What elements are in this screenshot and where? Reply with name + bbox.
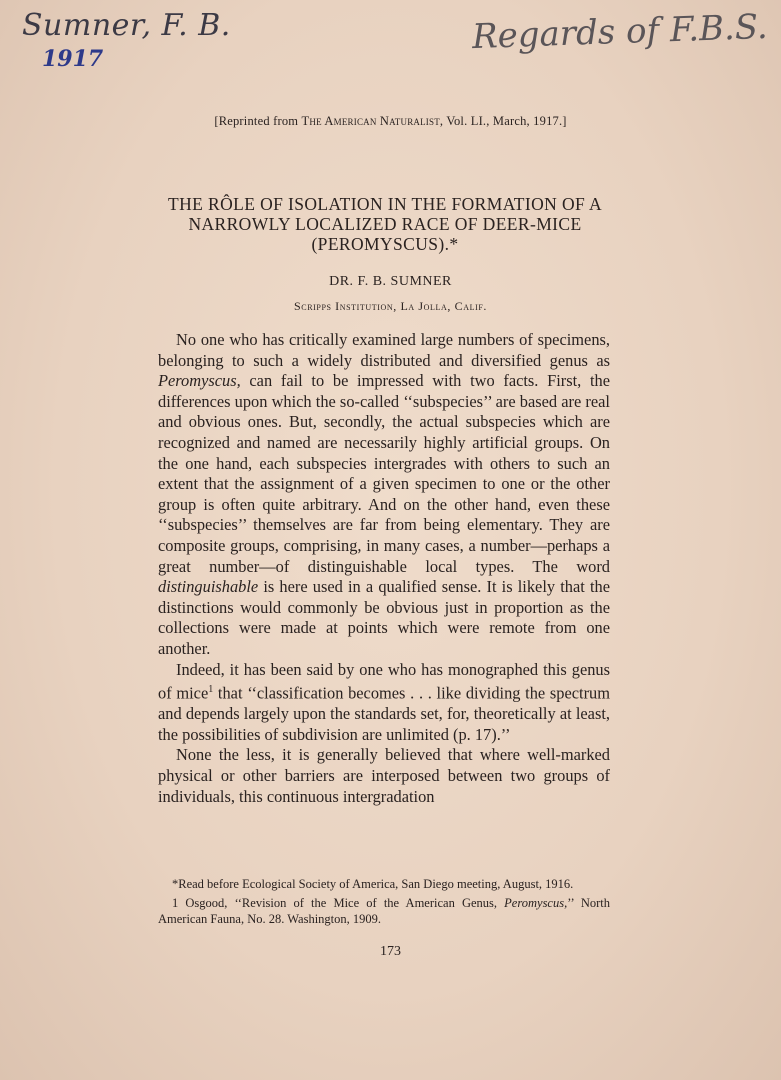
article-title: THE RÔLE OF ISOLATION IN THE FORMATION OF A NARROWLY LOCALIZED RACE OF DEER-MICE (PEROMYSCUS).* xyxy=(168,194,602,254)
article-body xyxy=(158,330,610,807)
author-affiliation: Scripps Institution, La Jolla, Calif. xyxy=(294,299,487,313)
footnote-marker: 1 xyxy=(208,684,214,696)
footnote-1: *Read before Ecological Society of America, San Diego meeting, August, 1916. xyxy=(172,877,574,891)
body-text: None the less, it is generally believed that where well-marked physical or other barriers are interposed between two groups of individuals, this continuous intergradation xyxy=(158,745,610,806)
genus-name: Peromyscus, xyxy=(504,895,568,910)
footnote-text: ’’ North American Fauna, No. 28. Washington, 1909. xyxy=(158,895,610,926)
handwritten-author-note: Sumner, F. B. xyxy=(22,8,231,43)
page-number: 173 xyxy=(380,944,401,959)
body-text: Indeed, it has been said by one who has monographed this genus of mice xyxy=(158,659,610,703)
body-text: is here used in a qualified sense. It is likely that the distinctions would commonly be obvious just in proportion as the collections were made at points which were remote from one another. xyxy=(158,577,610,658)
reprint-prefix: [Reprinted from xyxy=(214,114,299,128)
reprint-notice xyxy=(0,114,781,129)
footnote-2 xyxy=(158,895,610,928)
footnote-text: 1 Osgood, ‘‘Revision of the Mice of the American Genus, xyxy=(172,895,505,910)
reprint-suffix: Vol. LI., March, 1917.] xyxy=(446,114,567,128)
handwritten-year-note: 1917 xyxy=(42,46,104,72)
emphasized-word: distinguishable xyxy=(158,577,259,597)
body-paragraph xyxy=(158,745,610,807)
handwritten-regards-note: Regards of F.B.S. xyxy=(471,6,769,58)
journal-name: The American Naturalist, xyxy=(301,114,444,128)
body-text: that ‘‘classification becomes . . . like dividing the spectrum and depends largely upon the standards set, for, theoretically at least, the possibilities of subdivision are unlimited (p. 17).’’ xyxy=(158,683,610,744)
body-paragraph xyxy=(158,660,610,746)
genus-name: Peromyscus, xyxy=(158,371,241,391)
body-paragraph xyxy=(158,330,610,660)
article-author: DR. F. B. SUMNER xyxy=(329,274,452,289)
footnotes xyxy=(158,876,610,930)
body-text: can fail to be impressed with two facts. First, the differences upon which the so-called ‘‘subspecies’’ are based are real and obvious ones. But, secondly, the actual subspecies which are recognized and named are necessarily highly artificial groups. On the one hand, each subspecies intergrades with others to such an extent that the assignment of a given specimen to one or the other group is often quite arbitrary. And on the other hand, even these ‘‘subspecies’’ themselves are far from being elementary. They are composite groups, comprising, in many cases, a number—perhaps a great number—of distinguishable local types. The word xyxy=(158,371,610,576)
body-text: No one who has critically examined large numbers of specimens, belonging to such a widely distributed and diversified genus as xyxy=(158,330,610,370)
